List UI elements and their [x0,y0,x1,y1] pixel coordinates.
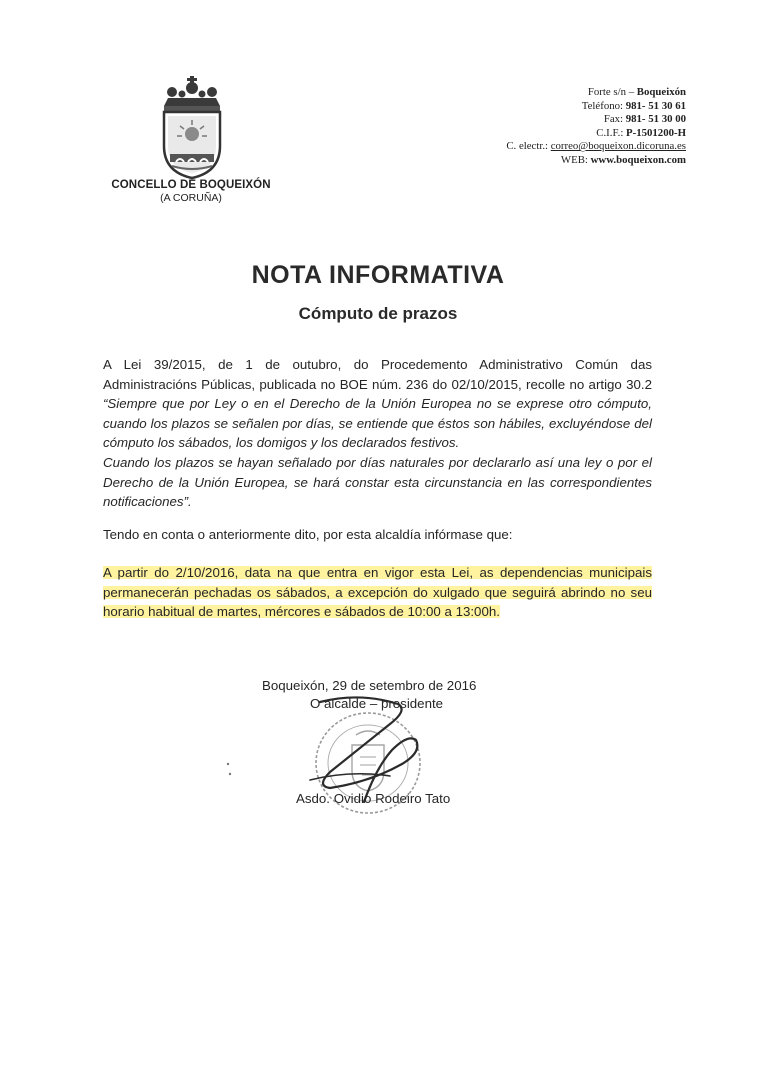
contact-block [426,86,686,168]
signature-role: O alcalde – presidente [310,696,444,711]
contact-fax-label: Fax: [603,113,626,126]
org-name: CONCELLO DE BOQUEIXÓN [111,179,271,191]
contact-web-link[interactable]: www.boqueixon.com [590,153,686,166]
contact-cif-value: P-1501200-H [626,126,686,139]
paragraph-highlighted-notice [103,563,652,622]
signatory-name: Asdo. Ovidio Rodeiro Tato [296,791,451,806]
paragraph-law-intro: A Lei 39/2015, de 1 de outubro, do Procedemento Administrativo Común das Administracións Públicas, publicada no BOE núm. 236 do 02/10/2015, recolle no artigo 30.2 [103,357,652,392]
contact-phone [426,100,686,114]
contact-cif [426,127,686,141]
contact-email [426,140,686,154]
paragraph-announcement-intro: Tendo en conta o anteriormente dito, por esta alcaldía infórmase que: [103,527,513,542]
contact-web [426,154,686,168]
org-province: (A CORUÑA) [160,192,222,204]
scan-specks [224,760,234,780]
document-subtitle: Cómputo de prazos [298,304,458,323]
contact-address-value: Boqueixón [636,86,686,98]
signature-place-date: Boqueixón, 29 de setembro de 2016 [262,678,477,693]
contact-cif-label: C.I.F.: [596,126,627,139]
paragraph-law-citation [103,355,652,512]
contact-email-label: C. electr.: [506,140,551,153]
contact-address-label: Forte s/n – [587,86,637,98]
contact-address [426,86,686,100]
contact-email-link[interactable]: correo@boqueixon.dicoruna.es [550,140,686,153]
contact-web-label: WEB: [560,153,591,166]
highlighted-notice-text: A partir do 2/10/2016, data na que entra en vigor esta Lei, as dependencias municipais permanecerán pechadas os sábados, a excepción do xulgado que seguirá abrindo no seu horario habitual de martes, mércores e sábados de 10:00 a 13:00h. [103,565,652,620]
contact-fax-value: 981- 51 30 00 [625,113,686,126]
coat-of-arms-logo [150,76,234,180]
quote-article-part-a: “Siempre que por Ley o en el Derecho de la Unión Europea no se exprese otro cómputo, cuando los plazos se señalen por días, se entiende que éstos son hábiles, excluyéndose del cómputo los sábados, los domigos y los declarados festivos. [103,396,652,451]
contact-phone-label: Teléfono: [581,99,626,112]
document-title: NOTA INFORMATIVA [251,261,505,289]
contact-fax [426,113,686,127]
quote-article-part-b: Cuando los plazos se hayan señalado por días naturales por declararlo así una ley o por el Derecho de la Unión Europea, se hará constar esta circunstancia en las correspondientes notificaciones”. [103,454,652,510]
contact-phone-value: 981- 51 30 61 [625,99,686,112]
